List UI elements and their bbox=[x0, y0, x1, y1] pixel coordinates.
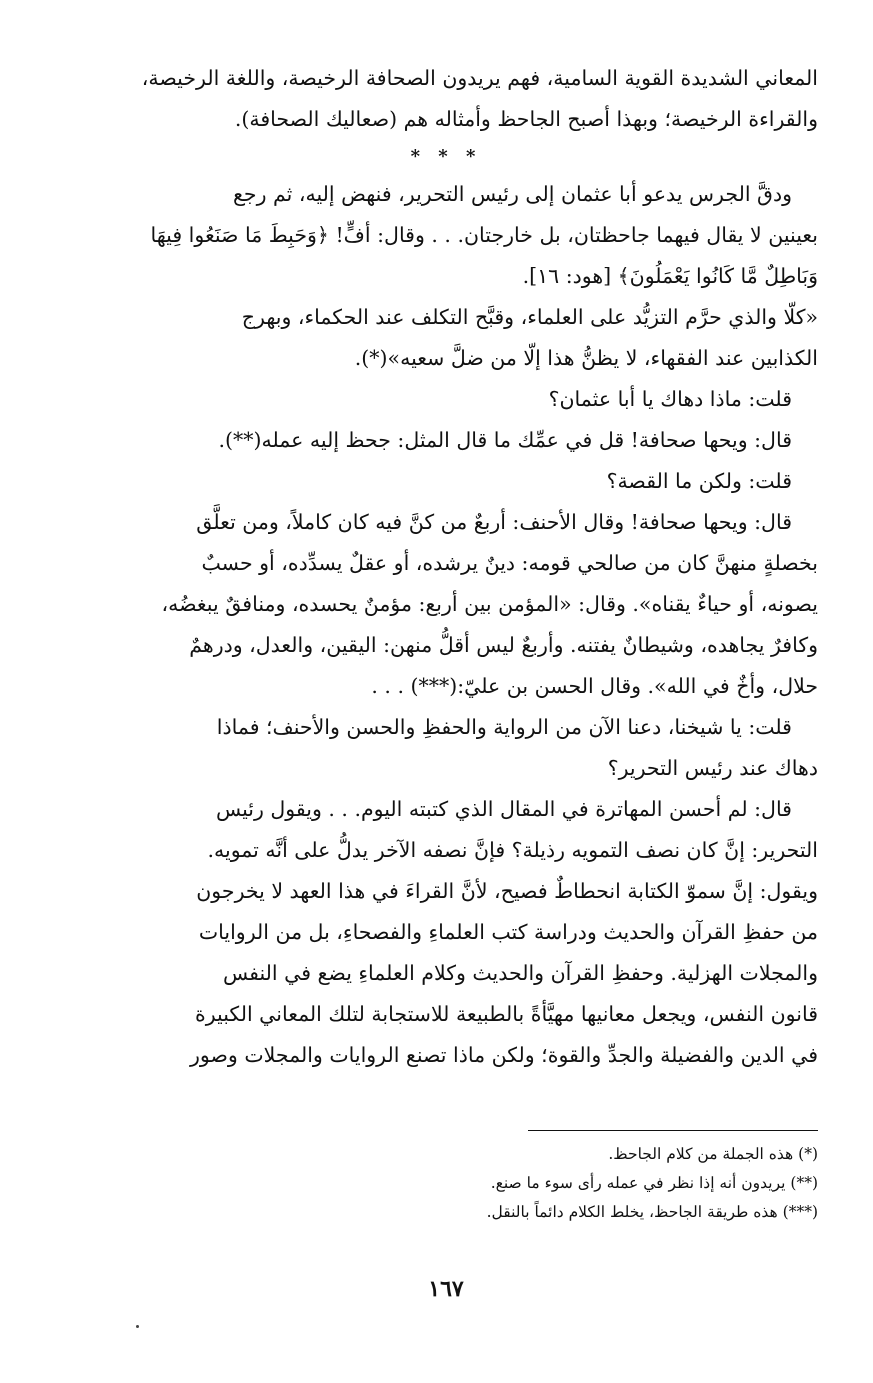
dialogue-line: قلت: ولكن ما القصة؟ bbox=[606, 469, 792, 493]
quote-line: «كلّا والذي حرَّم التزيُّد على العلماء، وقبَّح التكلف عند الحكماء، وبهرج bbox=[241, 305, 818, 329]
text-line: يصونه، أو حياءٌ يقناه». وقال: «المؤمن بين أربع: مؤمنٌ يحسده، ومنافقٌ يبغضُه، bbox=[161, 592, 818, 616]
text-line: وكافرٌ يجاهده، وشيطانٌ يفتنه. وأربعٌ ليس أقلُّ منهن: اليقين، والعدل، ودرهمٌ bbox=[189, 633, 818, 657]
dialogue-line: قال: لم أحسن المهاترة في المقال الذي كتبته اليوم. . . ويقول رئيس bbox=[215, 797, 792, 821]
dialogue-line: قلت: ماذا دهاك يا أبا عثمان؟ bbox=[548, 387, 792, 411]
text-line: قانون النفس، ويجعل معانيها مهيَّأةً بالطبيعة للاستجابة لتلك المعاني الكبيرة bbox=[194, 1002, 818, 1026]
paragraph-start: ودقَّ الجرس يدعو أبا عثمان إلى رئيس التحرير، فنهض إليه، ثم رجع bbox=[232, 182, 792, 206]
footnote-3: (***) هذه طريقة الجاحظ، يخلط الكلام دائماً بالنقل. bbox=[486, 1203, 818, 1221]
footnote-2: (**) يريدون أنه إذا نظر في عمله رأى سوء ما صنع. bbox=[490, 1174, 818, 1192]
dialogue-line: قلت: يا شيخنا، دعنا الآن من الرواية والحفظِ والحسن والأحنف؛ فماذا bbox=[216, 715, 792, 739]
footnote-1: (*) هذه الجملة من كلام الجاحظ. bbox=[608, 1145, 818, 1163]
text-line: من حفظِ القرآن والحديث ودراسة كتب العلماءِ والفصحاءِ، بل من الروايات bbox=[198, 920, 818, 944]
quote-line: الكذابين عند الفقهاء، لا يظنُّ هذا إلّا من ضلَّ سعيه»(*). bbox=[354, 346, 818, 370]
book-page bbox=[74, 58, 818, 1368]
page-number: ١٦٧ bbox=[428, 1276, 464, 1302]
text-line: دهاك عند رئيس التحرير؟ bbox=[607, 756, 818, 780]
text-line: المعاني الشديدة القوية السامية، فهم يريدون الصحافة الرخيصة، واللغة الرخيصة، bbox=[141, 66, 818, 90]
text-line: التحرير: إنَّ كان نصف التمويه رذيلة؟ فإنَّ نصفه الآخر يدلُّ على أنَّه تمويه. bbox=[207, 838, 818, 862]
text-segment: والقراءة الرخيصة؛ وبهذا أصبح الجاحظ وأمثاله هم (صعاليك الصحافة). bbox=[234, 107, 818, 131]
section-separator: * * * bbox=[410, 146, 482, 167]
text-line bbox=[74, 99, 818, 140]
text-line: حلال، وأخٌ في الله». وقال الحسن بن عليّ:(***) . . . bbox=[371, 674, 818, 698]
footnotes bbox=[74, 1140, 818, 1227]
quran-verse-line: وَبَاطِلٌ مَّا كَانُوا يَعْمَلُونَ﴾ [هود: ١٦]. bbox=[522, 264, 818, 288]
dialogue-line: قال: ويحها صحافة! وقال الأحنف: أربعٌ من كنَّ فيه كان كاملاً، ومن تعلَّق bbox=[196, 510, 792, 534]
text-line: والمجلات الهزلية. وحفظِ القرآن والحديث وكلام العلماءِ يضع في النفس bbox=[222, 961, 818, 985]
text-line: في الدين والفضيلة والجدِّ والقوة؛ ولكن ماذا تصنع الروايات والمجلات وصور bbox=[190, 1043, 818, 1067]
text-line: بخصلةٍ منهنَّ كان من صالحي قومه: دينٌ يرشده، أو عقلٌ يسدِّده، أو حسبٌ bbox=[201, 551, 818, 575]
text-line: ويقول: إنَّ سموّ الكتابة انحطاطٌ فصيح، لأنَّ القراءَ في هذا العهد لا يخرجون bbox=[196, 879, 818, 903]
dialogue-line: قال: ويحها صحافة! قل في عمِّك ما قال المثل: جحظ إليه عمله(**). bbox=[218, 428, 792, 452]
scan-speck bbox=[136, 1325, 139, 1328]
text-line: بعينين لا يقال فيهما جاحظتان، بل خارجتان. . . وقال: أفٍّ! ﴿وَحَبِطَ مَا صَنَعُوا فِيهَا bbox=[150, 223, 818, 247]
footnote-divider bbox=[528, 1130, 818, 1131]
